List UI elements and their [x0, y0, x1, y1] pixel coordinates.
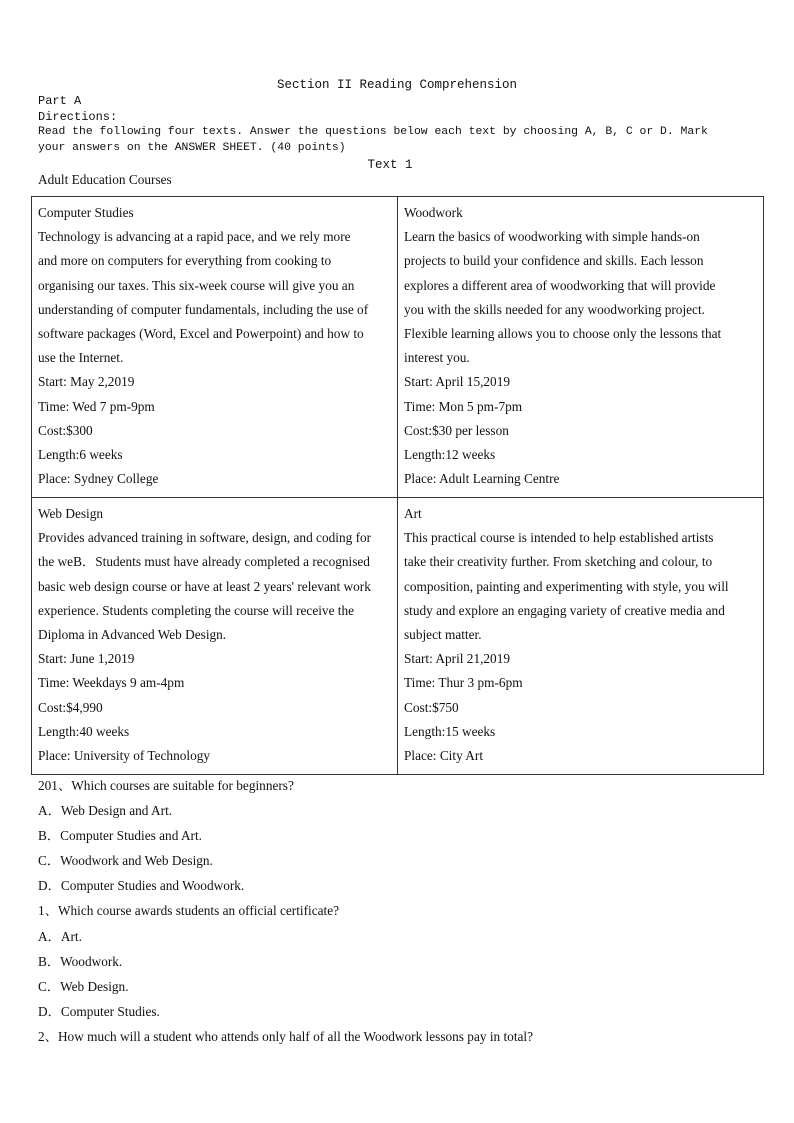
course-description: organising our taxes. This six-week course will give you an [38, 277, 355, 293]
course-place: Place: University of Technology [38, 748, 211, 764]
course-description: use the Internet. [38, 350, 124, 366]
answer-option: D．Computer Studies and Woodwork. [38, 878, 245, 894]
course-description: interest you. [404, 350, 470, 366]
course-start: Start: April 21,2019 [404, 651, 511, 667]
question-stem: 1、Which course awards students an official certificate? [38, 903, 340, 919]
course-length: Length:6 weeks [38, 447, 123, 463]
answer-option: B．Woodwork. [38, 953, 123, 969]
course-time: Time: Wed 7 pm-9pm [38, 398, 155, 414]
course-length: Length:15 weeks [404, 723, 496, 739]
directions-label: Directions: [38, 110, 118, 124]
course-description: This practical course is intended to help established artists [404, 530, 714, 546]
section-title: Section II Reading Comprehension [276, 78, 518, 92]
question-stem: 201、Which courses are suitable for beginners? [38, 778, 294, 793]
course-cost: Cost:$4,990 [38, 699, 103, 715]
course-description: projects to build your confidence and skills. Each lesson [404, 253, 704, 269]
course-description: take their creativity further. From sketching and colour, to [404, 554, 713, 570]
course-description: study and explore an engaging variety of creative media and [404, 602, 725, 618]
answer-option: C．Web Design. [38, 978, 129, 994]
course-cell [32, 498, 398, 775]
course-description: composition, painting and experimenting with style, you will [404, 578, 729, 594]
course-start: Start: June 1,2019 [38, 651, 135, 667]
course-place: Place: Sydney College [38, 471, 159, 487]
answer-option: D．Computer Studies. [38, 1003, 160, 1019]
course-start: Start: May 2,2019 [38, 374, 135, 390]
course-name: Woodwork [404, 205, 463, 220]
course-cost: Cost:$300 [38, 422, 93, 438]
course-length: Length:12 weeks [404, 447, 496, 463]
questions [38, 773, 533, 1049]
course-cell [398, 498, 764, 775]
table-row [32, 197, 764, 498]
part-label: Part A [38, 94, 82, 108]
course-time: Time: Weekdays 9 am-4pm [38, 675, 185, 691]
course-description: Diploma in Advanced Web Design. [38, 627, 227, 643]
directions-text: your answers on the ANSWER SHEET. (40 points) [38, 142, 346, 154]
text-label: Text 1 [367, 158, 413, 172]
course-time: Time: Thur 3 pm-6pm [404, 675, 523, 691]
course-time: Time: Mon 5 pm-7pm [404, 398, 523, 414]
course-description: you with the skills needed for any woodworking project. [404, 301, 705, 317]
course-cost: Cost:$750 [404, 699, 459, 715]
course-description: Technology is advancing at a rapid pace, and we rely more [38, 229, 351, 245]
course-place: Place: Adult Learning Centre [404, 471, 560, 487]
course-length: Length:40 weeks [38, 723, 130, 739]
course-description: experience. Students completing the course will receive the [38, 602, 355, 618]
course-place: Place: City Art [404, 748, 484, 764]
course-name: Web Design [38, 506, 104, 521]
answer-option: B．Computer Studies and Art. [38, 828, 202, 844]
course-description: software packages (Word, Excel and Powerpoint) and how to [38, 326, 364, 342]
course-description: Provides advanced training in software, design, and coding for [38, 530, 372, 546]
course-cell [398, 197, 764, 498]
question-stem: 2、How much will a student who attends only half of all the Woodwork lessons pay in total? [38, 1028, 534, 1044]
table-row [32, 498, 764, 775]
course-name: Computer Studies [38, 205, 134, 220]
course-name: Art [404, 506, 422, 521]
course-cell [32, 197, 398, 498]
directions-text: Read the following four texts. Answer the questions below each text by choosing A, B, C or D. Mark [38, 126, 708, 138]
course-description: understanding of computer fundamentals, including the use of [38, 301, 369, 317]
answer-option: C．Woodwork and Web Design. [38, 853, 213, 869]
course-description: basic web design course or have at least 2 years' relevant work [38, 578, 371, 594]
course-description: Flexible learning allows you to choose only the lessons that [404, 326, 722, 342]
course-description: subject matter. [404, 627, 482, 643]
answer-option: A．Art. [38, 928, 82, 944]
courses-table [31, 196, 764, 775]
course-description: explores a different area of woodworking that will provide [404, 277, 716, 293]
answer-option: A．Web Design and Art. [38, 803, 173, 819]
course-description: Learn the basics of woodworking with simple hands-on [404, 229, 700, 245]
passage-heading: Adult Education Courses [38, 172, 172, 187]
course-start: Start: April 15,2019 [404, 374, 511, 390]
course-description: the weB．Students must have already completed a recognised [38, 554, 370, 570]
course-cost: Cost:$30 per lesson [404, 422, 509, 438]
course-description: and more on computers for everything from cooking to [38, 253, 332, 269]
